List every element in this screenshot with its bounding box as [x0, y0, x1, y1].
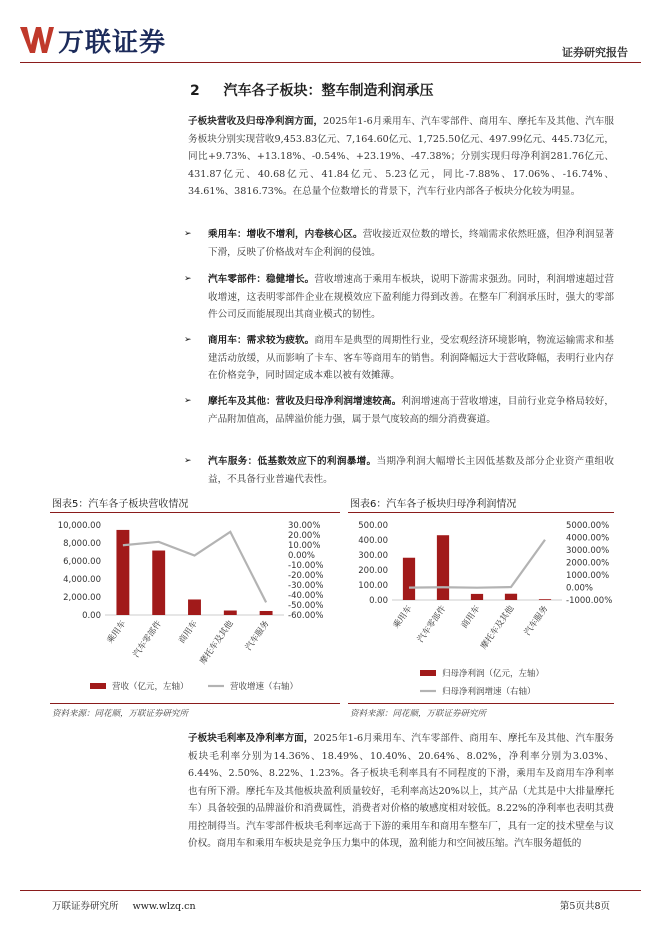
growth-line: [123, 532, 266, 603]
bar-4: [260, 611, 273, 615]
figure5-chart: [50, 515, 340, 700]
legend-bar-label: 营收（亿元，左轴）: [112, 682, 189, 692]
summary-lead: 子板块毛利率及净利率方面，: [188, 733, 314, 744]
legend-bar-label: 归母净利润（亿元，左轴）: [442, 669, 545, 679]
arrow-bullet-icon: ➢: [184, 396, 192, 406]
growth-line: [409, 540, 545, 588]
category-label: 乘用车: [391, 603, 415, 631]
y-right-tick-label: 2000.00%: [566, 558, 610, 569]
y-left-tick-label: 4,000.00: [63, 575, 101, 585]
figure5-title: 图表5：汽车各子板块营收情况: [52, 499, 189, 510]
legend-line-label: 归母净利润增速（右轴）: [442, 687, 536, 697]
y-left-tick-label: 0.00: [369, 596, 388, 606]
y-left-tick-label: 2,000.00: [63, 593, 101, 603]
y-right-tick-label: 4000.00%: [566, 533, 610, 544]
y-right-tick-label: 3000.00%: [566, 546, 610, 556]
bullet-passenger: [184, 226, 615, 261]
y-left-tick-label: 6,000.00: [63, 557, 101, 567]
bullet-text: 商用车是典型的周期性行业，受宏观经济环境影响，物流运输需求和基建活动放缓，从而影响了卡车、客车等商用车的销售。利润降幅远大于营收降幅，表明行业内存在价格竞争，同时固定成本难以被有效摊薄。: [208, 335, 615, 381]
bullet-motorcycle: [184, 393, 615, 428]
category-label: 汽车服务: [243, 618, 272, 653]
figure6-bottom-rule: [348, 703, 614, 704]
category-label: 商用车: [459, 603, 483, 631]
y-right-tick-label: -10.00%: [288, 561, 324, 571]
figure5-rule: [50, 512, 340, 513]
y-left-tick-label: 10,000.00: [57, 521, 101, 531]
figure5-source: 资料来源：同花顺，万联证券研究所: [52, 709, 189, 719]
bullet-service: [184, 453, 615, 488]
y-right-tick-label: 20.00%: [288, 531, 321, 541]
bar-2: [188, 599, 201, 615]
y-right-tick-label: -1000.00%: [566, 596, 613, 606]
category-label: 摩托车及其他: [198, 618, 236, 667]
y-left-tick-label: 200.00: [358, 566, 388, 576]
y-right-tick-label: -50.00%: [288, 601, 324, 611]
bar-1: [152, 551, 165, 615]
bullet-lead: 商用车：需求较为疲软。: [208, 335, 315, 346]
section-number: 2: [190, 83, 200, 99]
category-label: 摩托车及其他: [479, 603, 517, 652]
bar-4: [539, 599, 551, 600]
bullet-parts: [184, 271, 615, 324]
figure6-source: 资料来源：同花顺，万联证券研究所: [350, 709, 487, 719]
intro-paragraph: [188, 113, 614, 201]
y-left-tick-label: 8,000.00: [63, 539, 101, 549]
arrow-bullet-icon: ➢: [184, 456, 192, 466]
arrow-bullet-icon: ➢: [184, 229, 192, 239]
y-left-tick-label: 500.00: [358, 521, 388, 531]
arrow-bullet-icon: ➢: [184, 335, 192, 345]
section-heading: [190, 80, 434, 100]
footer-org: [52, 898, 196, 912]
legend-bar-swatch: [90, 683, 106, 689]
bar-2: [471, 594, 483, 600]
legend-bar-swatch: [420, 670, 436, 676]
arrow-bullet-icon: ➢: [184, 274, 192, 284]
bar-0: [116, 530, 129, 615]
summary-text: 2025年1-6月乘用车、汽车零部件、商用车、摩托车及其他、汽车服务板块毛利率分别为14.36%、18.49%、10.40%、20.64%、8.02%，净利率分别为3.03%、6.44%、2.50%、8.22%、1.23%。各子板块毛利率具有不同程度的下滑，乘用车及商用车净利率也有所下滑。摩托车及其他板块盈利质量较好，毛利率高达20%以上，其产品（尤其是中大排量摩托车）具备较强的品牌溢价和消费属性，消费者对价格的敏感度相对较低。8.22%的净利率也表明其费用控制得当。汽车零部件板块毛利率远高于下游的乘用车和商用车整车厂，具有一定的技术壁垒与议价权。商用车和乘用车板块是竞争压力集中的体现，盈利能力和空间被压缩。汽车服务超低的: [188, 733, 615, 849]
bullet-lead: 摩托车及其他：营收及归母净利润增速较高。: [208, 396, 402, 407]
header-divider: [20, 62, 641, 63]
bar-0: [403, 558, 415, 600]
figure5-bottom-rule: [50, 703, 340, 704]
category-label: 商用车: [177, 618, 200, 646]
y-left-tick-label: 400.00: [358, 536, 388, 546]
y-right-tick-label: -30.00%: [288, 581, 324, 591]
bar-1: [437, 535, 449, 600]
bar-3: [505, 594, 517, 600]
section-title: 汽车各子板块：整车制造利润承压: [223, 83, 434, 99]
category-label: 汽车零部件: [415, 603, 449, 645]
figure6-title: 图表6：汽车各子板块归母净利润情况: [350, 499, 517, 510]
bullet-lead: 乘用车：增收不增利，内卷核心区。: [208, 229, 363, 240]
y-left-tick-label: 100.00: [358, 581, 388, 591]
y-right-tick-label: -60.00%: [288, 611, 324, 621]
bullet-text: 当期净利润大幅增长主因低基数及部分企业资产重组收益，不具备行业普遍代表性。: [208, 456, 615, 485]
bullet-commercial: [184, 332, 615, 385]
footer-org-name: 万联证券研究所: [52, 901, 119, 912]
doc-type-label: 证券研究报告: [562, 46, 628, 59]
company-logo: [20, 22, 166, 58]
y-left-tick-label: 300.00: [358, 551, 388, 561]
logo-text: 万联证券: [58, 27, 167, 58]
intro-lead: 子板块营收及归母净利润方面，: [188, 116, 324, 127]
legend-line-label: 营收增速（右轴）: [230, 682, 299, 692]
y-left-tick-label: 0.00: [82, 611, 101, 621]
footer-site-link[interactable]: www.wlzq.cn: [132, 901, 196, 912]
bar-3: [224, 611, 237, 615]
category-label: 乘用车: [105, 618, 129, 646]
y-right-tick-label: 10.00%: [288, 541, 321, 551]
bullet-text: 利润增速高于营收增速，目前行业竞争格局较好，产品附加值高，品牌溢价能力强，属于景气度较高的细分消费赛道。: [208, 396, 615, 425]
figure6-rule: [348, 512, 614, 513]
category-label: 汽车服务: [522, 603, 551, 638]
intro-text: 2025年1-6月乘用车、汽车零部件、商用车、摩托车及其他、汽车服务板块分别实现营收9,453.83亿元、7,164.60亿元、1,725.50亿元、497.99亿元、445.73亿元，同比+9.73%、+13.18%、-0.54%、+23.19%、-47.38%；分别实现归母净利润281.76亿元、431.87亿元、40.68亿元、41.84亿元、5.23亿元，同比-7.88%、17.06%、-16.74%、34.61%、3816.73%。在总量个位数增长的背景下，汽车行业内部各子板块分化较为明显。: [188, 116, 614, 197]
bullet-lead: 汽车零部件：稳健增长。: [208, 274, 315, 285]
figure6-chart: [348, 515, 614, 700]
y-right-tick-label: 0.00%: [288, 551, 316, 561]
y-right-tick-label: 30.00%: [288, 521, 321, 531]
y-right-tick-label: 0.00%: [566, 583, 594, 594]
bullet-text: 营收接近双位数的增长，终端需求依然旺盛，但净利润显著下滑，反映了价格战对车企利润的侵蚀。: [208, 229, 615, 258]
category-label: 汽车零部件: [131, 618, 165, 660]
y-right-tick-label: 5000.00%: [566, 521, 610, 531]
bullet-text: 营收增速高于乘用车板块，说明下游需求强劲。同时，利润增速超过营收增速，这表明零部件企业在规模效应下盈利能力得到改善。在整车厂利润承压时，强大的零部件公司反而能展现出其商业模式的韧性。: [208, 274, 615, 320]
bullet-lead: 汽车服务：低基数效应下的利润暴增。: [208, 456, 377, 467]
y-right-tick-label: 1000.00%: [566, 571, 610, 581]
footer-divider: [20, 890, 641, 891]
y-right-tick-label: -20.00%: [288, 571, 324, 581]
y-right-tick-label: -40.00%: [288, 591, 324, 601]
summary-paragraph: [188, 730, 614, 853]
footer-page-number: 第5页共8页: [559, 901, 610, 912]
logo-w-icon: [20, 25, 54, 55]
